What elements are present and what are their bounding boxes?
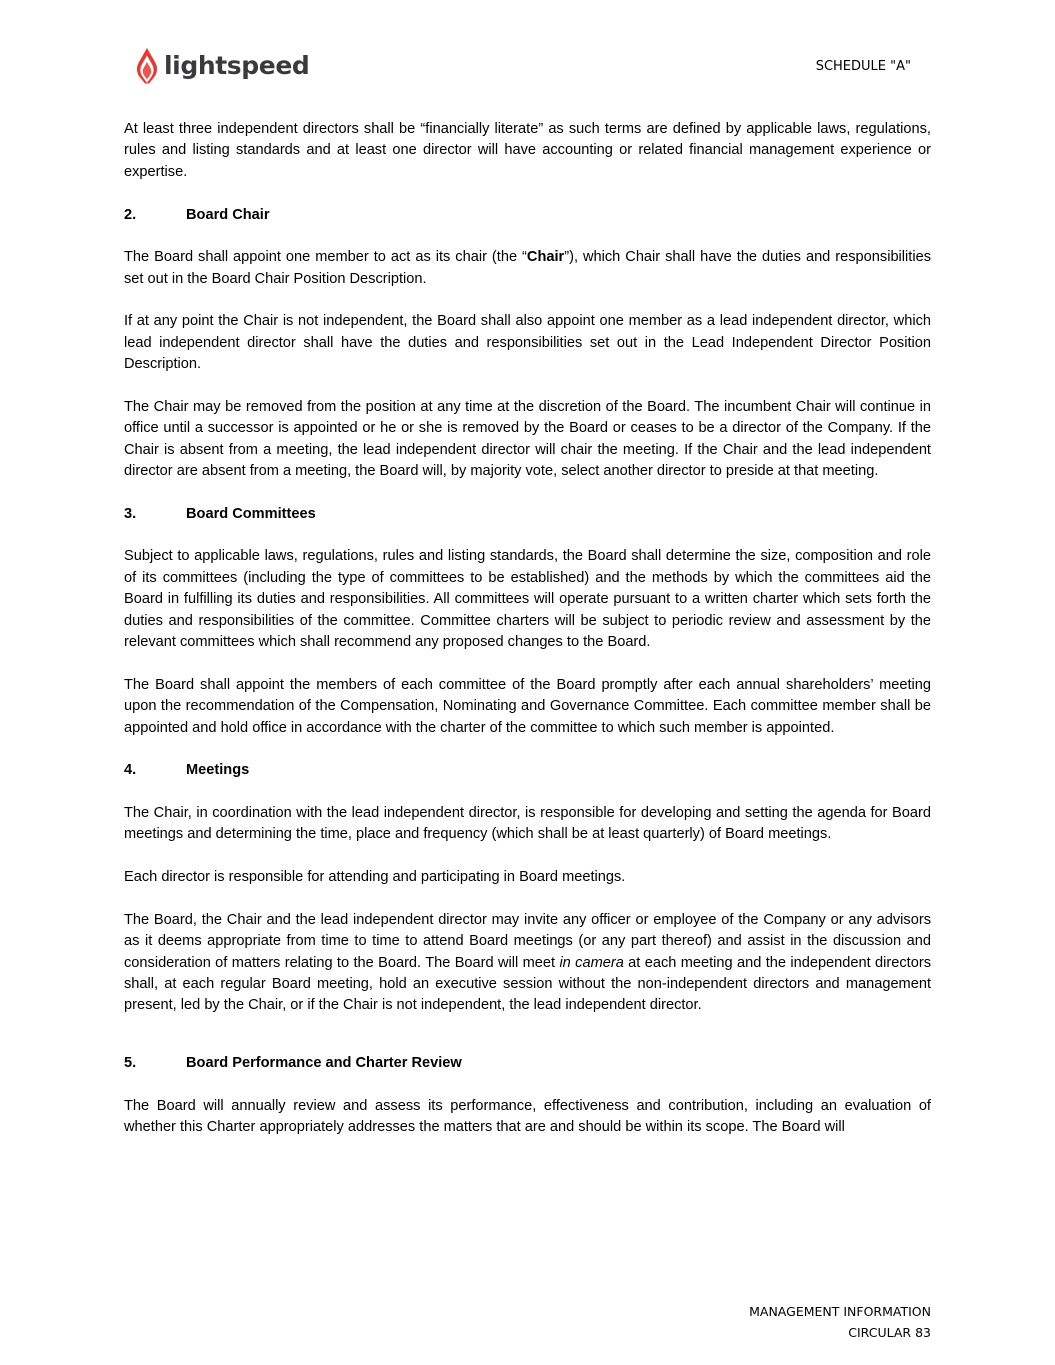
paragraph: Each director is responsible for attending and participating in Board meetings.	[124, 869, 626, 886]
section-title: Meetings	[186, 762, 250, 779]
text-run: ”), which Chair shall have the duties and responsibilities set out in the Board Chair Position Description.	[124, 249, 931, 287]
paragraph: The Chair may be removed from the position at any time at the discretion of the Board. The incumbent Chair will continue in office until a successor is appointed or he or she is removed by the Board or ceases to be a director of the Company. If the Chair is absent from a meeting, the lead independent director will chair the meeting. If the Chair and the lead independent director are absent from a meeting, the Board will, by majority vote, select another director to preside at that meeting.	[124, 398, 931, 480]
section-number: 3.	[124, 505, 137, 522]
section-number: 2.	[124, 206, 137, 223]
section-title: Board Performance and Charter Review	[186, 1054, 462, 1071]
section-heading-board-performance	[124, 1053, 931, 1074]
section-number: 4.	[124, 762, 137, 779]
paragraph: The Chair, in coordination with the lead independent director, is responsible for developing and setting the agenda for Board meetings and determining the time, place and frequency (which shall be at least quarterly) of Board meetings.	[124, 805, 931, 843]
lightspeed-logo	[135, 46, 309, 86]
text-run: at each meeting and the independent directors shall, at each regular Board meeting, hold an executive session without the non-independent directors and management present, led by the Chair, or if the Chair is not independent, the lead independent director.	[124, 954, 932, 1014]
logo-wordmark: lightspeed	[164, 51, 310, 80]
footer-line: MANAGEMENT INFORMATION	[749, 1304, 931, 1319]
section-heading-board-chair	[124, 205, 931, 226]
paragraph	[124, 247, 931, 290]
text-run: The Board shall appoint one member to act as its chair (the “	[124, 249, 527, 266]
section-heading-board-committees	[124, 504, 931, 525]
schedule-label: SCHEDULE "A"	[815, 59, 911, 74]
section-heading-meetings	[124, 760, 931, 781]
paragraph: If at any point the Chair is not independent, the Board shall also appoint one member as a lead independent director, which lead independent director shall have the duties and responsibilities set out in the Lead Independent Director Position Description.	[124, 313, 931, 373]
italic-term: in camera	[559, 954, 624, 971]
paragraph: The Board shall appoint the members of each committee of the Board promptly after each annual shareholders’ meeting upon the recommendation of the Compensation, Nominating and Governance Committee. Each committee member shall be appointed and hold office in accordance with the charter of the committee to which such member is appointed.	[124, 676, 931, 736]
paragraph	[124, 910, 931, 1017]
section-title: Board Committees	[186, 505, 316, 522]
page-footer	[749, 1301, 931, 1343]
paragraph: The Board will annually review and assess its performance, effectiveness and contribution, including an evaluation of whether this Charter appropriately addresses the matters that are and should be within its scope. The Board will	[124, 1097, 931, 1135]
section-title: Board Chair	[186, 206, 270, 223]
footer-page-number: CIRCULAR 83	[848, 1325, 931, 1340]
flame-logo-icon	[135, 47, 159, 85]
text-run: The Board, the Chair and the lead independent director may invite any officer or employee of the Company or any advisors as it deems appropriate from time to time to attend Board meetings (or any part thereof) and assist in the discussion and consideration of matters relating to the Board. The Board will meet	[124, 911, 931, 971]
document-body	[124, 119, 931, 1160]
defined-term-chair: Chair	[526, 249, 565, 266]
paragraph: Subject to applicable laws, regulations, rules and listing standards, the Board shall determine the size, composition and role of its committees (including the type of committees to be established) and the methods by which the committees aid the Board in fulfilling its duties and responsibilities. All committees will operate pursuant to a written charter which sets forth the duties and responsibilities of the committee. Committee charters will be subject to periodic review and assessment by the relevant committees which shall recommend any proposed changes to the Board.	[124, 548, 931, 651]
intro-paragraph: At least three independent directors shall be “financially literate” as such terms are defined by applicable laws, regulations, rules and listing standards and at least one director will have accounting or related financial management experience or expertise.	[124, 121, 931, 180]
section-number: 5.	[124, 1054, 137, 1071]
